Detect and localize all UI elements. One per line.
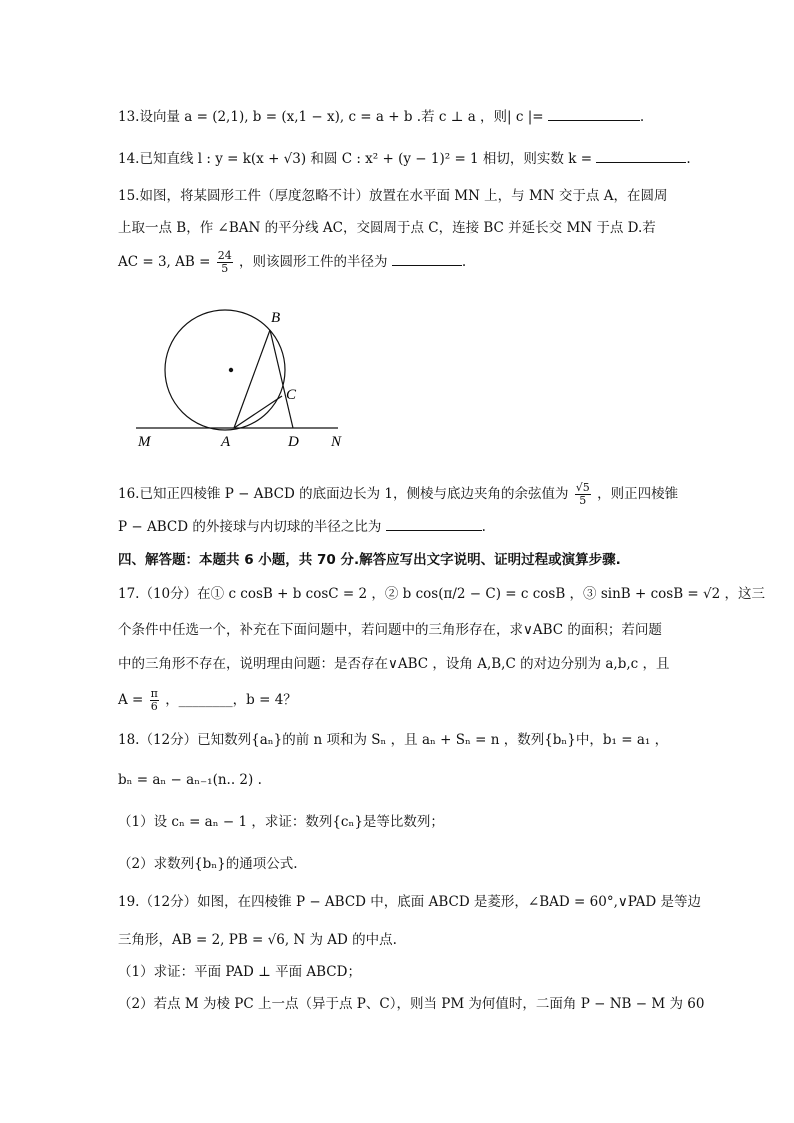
- question-17-line3: 中的三角形不存在，说明理由问题：是否存在∨ABC ，设角 A,B,C 的对边分别为 a,b,c ，且: [118, 656, 670, 672]
- question-15-line1: 15.如图，将某圆形工件（厚度忽略不计）放置在水平面 MN 上，与 MN 交于点 A，在圆周: [118, 188, 668, 204]
- question-13: [118, 106, 644, 127]
- q15-end: .: [461, 254, 467, 270]
- q16-fraction-numerator: √5: [575, 481, 590, 494]
- q14-end: .: [686, 151, 691, 167]
- segment-BD: [270, 330, 293, 428]
- question-15-line3: [118, 250, 466, 275]
- q16-end: .: [481, 519, 486, 535]
- q15-answer-blank[interactable]: [392, 251, 462, 266]
- segment-AC: [234, 396, 282, 428]
- question-14: [118, 148, 691, 169]
- question-19-line1: 19.（12分）如图，在四棱锥 P − ABCD 中，底面 ABCD 是菱形，∠BAD = 60°,∨PAD 是等边: [118, 894, 701, 910]
- question-19-part2: （2）若点 M 为棱 PC 上一点（异于点 P、C），则当 PM 为何值时，二面角 P − NB − M 为 60: [118, 996, 705, 1012]
- question-17-line1: 17.（10分）在① c cosB + b cosC = 2 ，② b cos(π/2 − C) = c cosB ，③ sinB + cosB = √2 ，这三: [118, 586, 766, 602]
- label-N: N: [331, 434, 342, 450]
- q13-answer-blank[interactable]: [548, 106, 640, 121]
- q17-fraction-denominator: 6: [150, 700, 158, 713]
- q14-answer-blank[interactable]: [596, 148, 686, 163]
- q17-angle-label: A =: [118, 692, 144, 708]
- question-18-part2: （2）求数列{bₙ}的通项公式.: [118, 856, 298, 872]
- label-B: B: [271, 310, 281, 326]
- question-18-line2: bₙ = aₙ − aₙ₋₁(n.. 2) .: [118, 772, 262, 788]
- q17-fraction: [150, 688, 159, 713]
- label-D: D: [288, 434, 299, 450]
- q16-question-text: P − ABCD 的外接球与内切球的半径之比为: [118, 519, 382, 535]
- question-17-line4: [118, 688, 297, 713]
- question-19-part1: （1）求证：平面 PAD ⊥ 平面 ABCD；: [118, 964, 361, 980]
- question-18-line1: 18.（12分）已知数列{aₙ}的前 n 项和为 Sₙ ，且 aₙ + Sₙ = n ，数列{bₙ}中，b₁ = a₁ ，: [118, 732, 669, 748]
- question-16-line1: [118, 482, 678, 507]
- segment-AB: [234, 330, 270, 428]
- q17-condition-text: ，________，b = 4？: [165, 692, 297, 708]
- q16-text-tail: ，则正四棱锥: [597, 486, 679, 502]
- section-4-heading: 四、解答题：本题共 6 小题，共 70 分.解答应写出文字说明、证明过程或演算步骤.: [118, 552, 621, 568]
- question-18-part1: （1）设 cₙ = aₙ − 1 ，求证：数列{cₙ}是等比数列；: [118, 814, 444, 830]
- q15-question-text: ，则该圆形工件的半径为: [239, 254, 388, 270]
- label-C: C: [286, 387, 297, 403]
- q16-fraction: [575, 482, 591, 507]
- q15-fraction: [217, 250, 233, 275]
- q13-text: 13.设向量 a = (2,1), b = (x,1 − x), c = a + b .若 c ⊥ a ，则| c |=: [118, 109, 544, 125]
- q15-fraction-denominator: 5: [221, 262, 229, 275]
- q17-fraction-numerator: π: [150, 687, 158, 700]
- question-17-line2: 个条件中任选一个，补充在下面问题中，若问题中的三角形存在，求∨ABC 的面积；若问题: [118, 622, 662, 638]
- workpiece-circle: [165, 310, 285, 430]
- label-A: A: [221, 434, 231, 450]
- q15-given-values: AC = 3, AB =: [118, 254, 211, 270]
- circle-center-dot: [229, 368, 233, 372]
- q15-fraction-numerator: 24: [217, 249, 232, 262]
- q13-end: .: [639, 109, 645, 125]
- q16-fraction-denominator: 5: [579, 494, 587, 507]
- q14-text: 14.已知直线 l : y = k(x + √3) 和圆 C : x² + (y − 1)² = 1 相切，则实数 k =: [118, 151, 593, 167]
- question-15-line2: 上取一点 B，作 ∠BAN 的平分线 AC，交圆周于点 C，连接 BC 并延长交 MN 于点 D.若: [118, 220, 656, 236]
- question-19-line2: 三角形，AB = 2, PB = √6, N 为 AD 的中点.: [118, 932, 397, 948]
- q16-answer-blank[interactable]: [386, 516, 482, 531]
- circle-figure: [130, 300, 360, 450]
- question-16-line2: [118, 516, 486, 537]
- label-M: M: [138, 434, 151, 450]
- q16-text: 16.已知正四棱锥 P − ABCD 的底面边长为 1，侧棱与底边夹角的余弦值为: [118, 486, 569, 502]
